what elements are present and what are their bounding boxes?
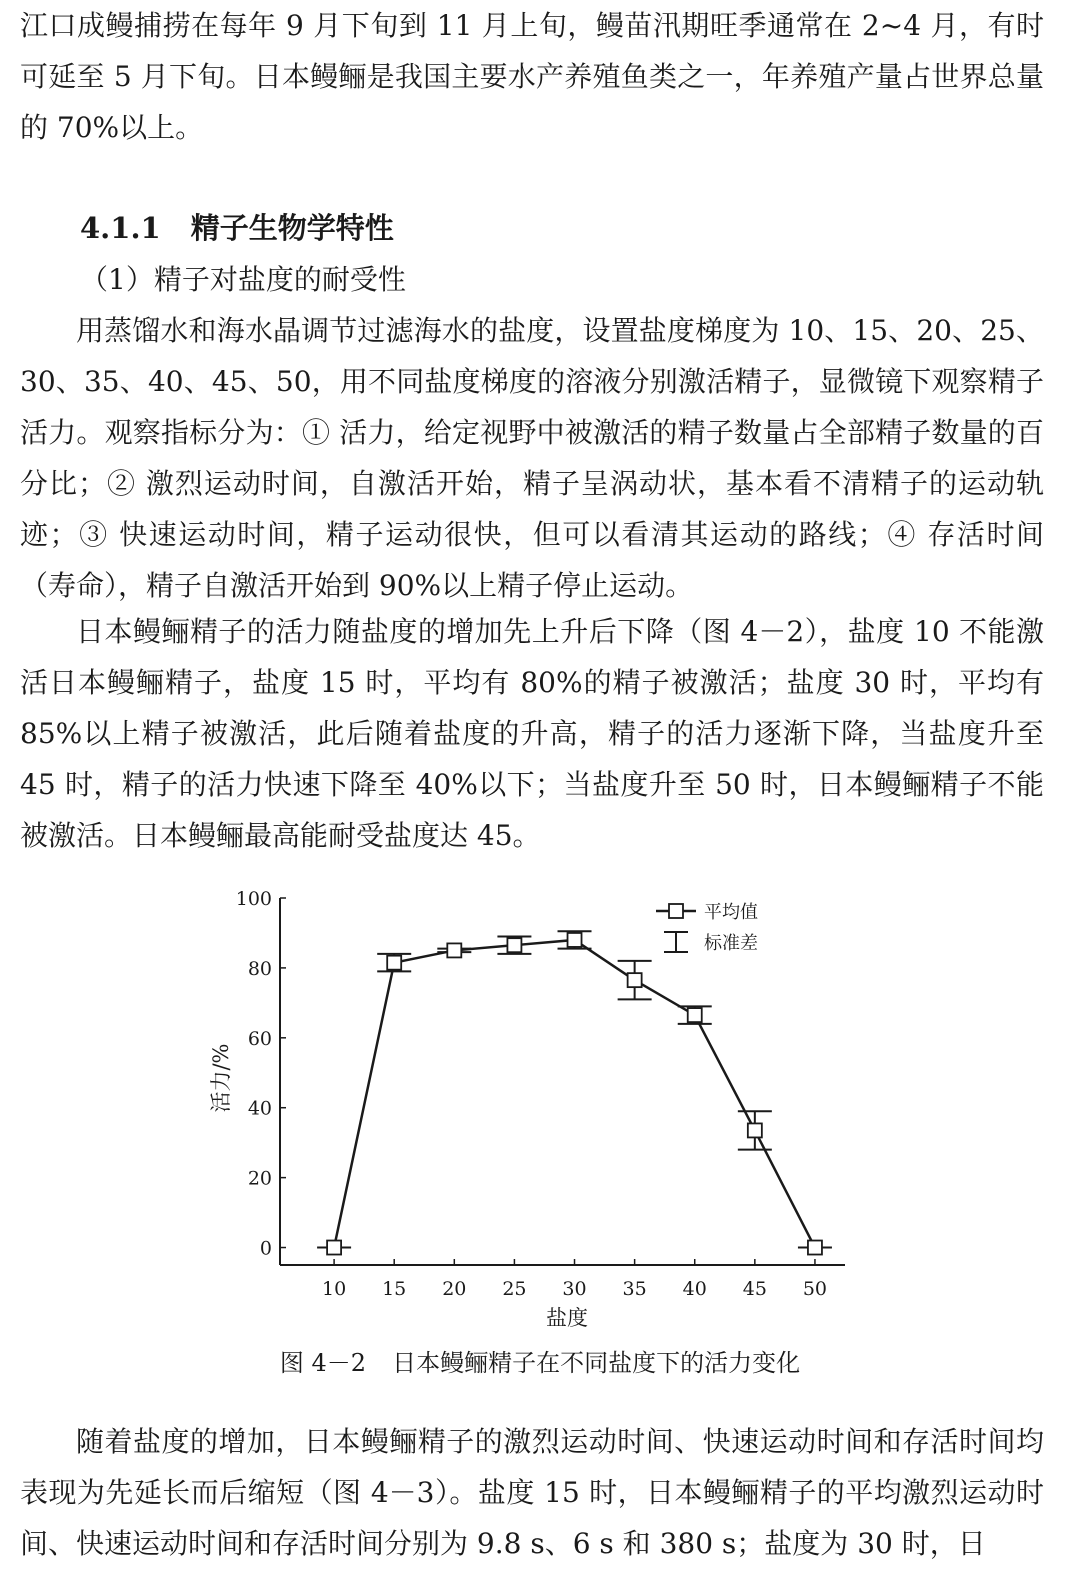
figure-caption <box>0 1343 1080 1383</box>
data-point <box>387 956 401 970</box>
data-point <box>688 1008 702 1022</box>
y-tick-label: 40 <box>247 1097 272 1120</box>
salinity-motility-chart <box>190 880 870 1340</box>
data-point <box>568 933 582 947</box>
x-tick-label: 20 <box>442 1278 467 1300</box>
intro-paragraph: 江口成鳗捕捞在每年 9 月下旬到 11 月上旬，鳗苗汛期旺季通常在 2~4 月，有时可延至 5 月下旬。日本鳗鲡是我国主要水产养殖鱼类之一，年养殖产量占世界总量的 70%以上。 <box>20 9 1044 144</box>
legend-mean-marker <box>669 904 683 918</box>
section-heading <box>80 203 394 254</box>
figure-caption-text: 日本鳗鲡精子在不同盐度下的活力变化 <box>392 1349 801 1377</box>
data-point <box>628 973 642 987</box>
results-paragraph: 日本鳗鲡精子的活力随盐度的增加先上升后下降（图 4－2），盐度 10 不能激活日本鳗鲡精子，盐度 15 时，平均有 80%的精子被激活；盐度 30 时，平均有 85%以上精子被激活，此后随着盐度的升高，精子的活力逐渐下降，当盐度升至 45 时，精子的活力快速下降至 40%以下；当盐度升至 50 时，日本鳗鲡精子不能被激活。日本鳗鲡最高能耐受盐度达 45。 <box>20 615 1044 852</box>
data-point <box>748 1123 762 1137</box>
legend-stddev-label: 标准差 <box>704 933 758 954</box>
section-title: 精子生物学特性 <box>190 211 394 245</box>
x-axis-title: 盐度 <box>546 1306 588 1330</box>
y-tick-label: 80 <box>247 957 272 980</box>
closing-paragraph: 随着盐度的增加，日本鳗鲡精子的激烈运动时间、快速运动时间和存活时间均表现为先延长而后缩短（图 4－3）。盐度 15 时，日本鳗鲡精子的平均激烈运动时间、快速运动时间和存活时间分别为 9.8 s、6 s 和 380 s；盐度为 30 时，日 <box>20 1425 1044 1560</box>
x-tick-label: 50 <box>802 1278 828 1300</box>
x-tick-label: 45 <box>742 1278 767 1300</box>
y-tick-label: 0 <box>259 1237 272 1260</box>
method-paragraph: 用蒸馏水和海水晶调节过滤海水的盐度，设置盐度梯度为 10、15、20、25、30、35、40、45、50，用不同盐度梯度的溶液分别激活精子，显微镜下观察精子活力。观察指标分为：① 活力，给定视野中被激活的精子数量占全部精子数量的百分比；② 激烈运动时间，自激活开始，精子呈涡动状，基本看不清精子的运动轨迹；③ 快速运动时间，精子运动很快，但可以看清其运动的路线；④ 存活时间（寿命），精子自激活开始到 90%以上精子停止运动。 <box>20 314 1044 602</box>
x-tick-label: 40 <box>682 1278 707 1300</box>
legend-mean-label: 平均值 <box>704 902 758 923</box>
y-tick-label: 60 <box>247 1027 272 1050</box>
figure-number: 图 4－2 <box>279 1349 367 1377</box>
data-point <box>447 943 461 957</box>
data-point <box>507 938 521 952</box>
y-tick-label: 100 <box>235 888 272 910</box>
y-axis-title: 活力/% <box>209 1043 233 1113</box>
data-point <box>808 1241 822 1255</box>
x-tick-label: 25 <box>502 1278 527 1300</box>
x-tick-label: 15 <box>382 1278 407 1300</box>
y-tick-label: 20 <box>247 1167 272 1190</box>
x-tick-label: 10 <box>322 1278 347 1300</box>
x-tick-label: 35 <box>622 1278 647 1300</box>
section-number: 4.1.1 <box>80 211 161 245</box>
subsection-heading: （1）精子对盐度的耐受性 <box>80 263 406 296</box>
series-line-mean <box>334 940 815 1248</box>
x-tick-label: 30 <box>562 1278 587 1300</box>
data-point <box>327 1241 341 1255</box>
